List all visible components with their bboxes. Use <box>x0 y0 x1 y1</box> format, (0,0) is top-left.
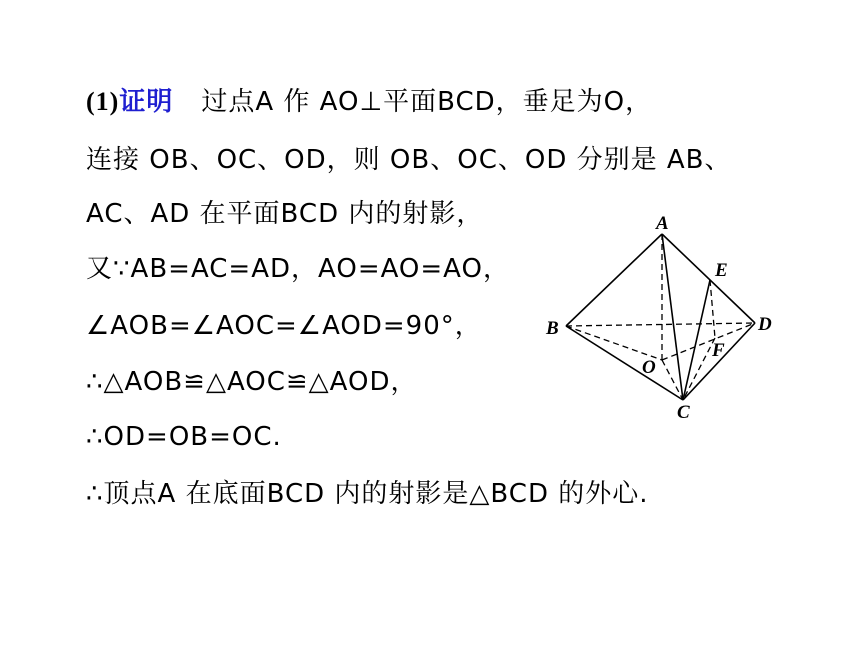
edge-dc <box>683 323 755 400</box>
proof-line-5: ∠AOB=∠AOC=∠AOD=90°， <box>86 311 482 341</box>
point-label-o: O <box>642 357 656 378</box>
point-label-d: D <box>758 314 772 335</box>
edge-ac <box>662 234 683 400</box>
edge-bd <box>566 323 755 326</box>
tetrahedron-figure <box>540 210 790 430</box>
proof-line-2: 连接 OB、OC、OD，则 OB、OC、OD 分别是 AB、 <box>86 145 732 175</box>
proof-line-8: ∴顶点A 在底面BCD 内的射影是△BCD 的外心. <box>86 479 649 509</box>
point-label-c: C <box>677 402 690 423</box>
point-label-b: B <box>546 318 559 339</box>
proof-line-1-text: 过点A 作 AO⊥平面BCD，垂足为O， <box>201 87 653 117</box>
edge-bc <box>566 326 683 400</box>
proof-line-4: 又∵AB=AC=AD，AO=AO=AO， <box>86 254 510 284</box>
proof-label: 证明 <box>119 87 174 117</box>
point-label-e: E <box>715 260 728 281</box>
edge-ad <box>662 234 755 323</box>
segment-ob <box>566 326 662 360</box>
segment-fc <box>683 338 715 400</box>
edge-ab <box>566 234 662 326</box>
edge-ec <box>683 280 710 400</box>
segment-ef <box>710 280 715 338</box>
point-label-f: F <box>712 340 725 361</box>
point-label-a: A <box>656 213 669 234</box>
proof-line-1 <box>86 86 652 118</box>
part-number: (1) <box>86 87 120 116</box>
proof-line-6: ∴△AOB≌△AOC≌△AOD， <box>86 367 418 397</box>
proof-line-3: AC、AD 在平面BCD 内的射影， <box>86 199 484 229</box>
proof-line-7: ∴OD=OB=OC. <box>86 422 282 452</box>
